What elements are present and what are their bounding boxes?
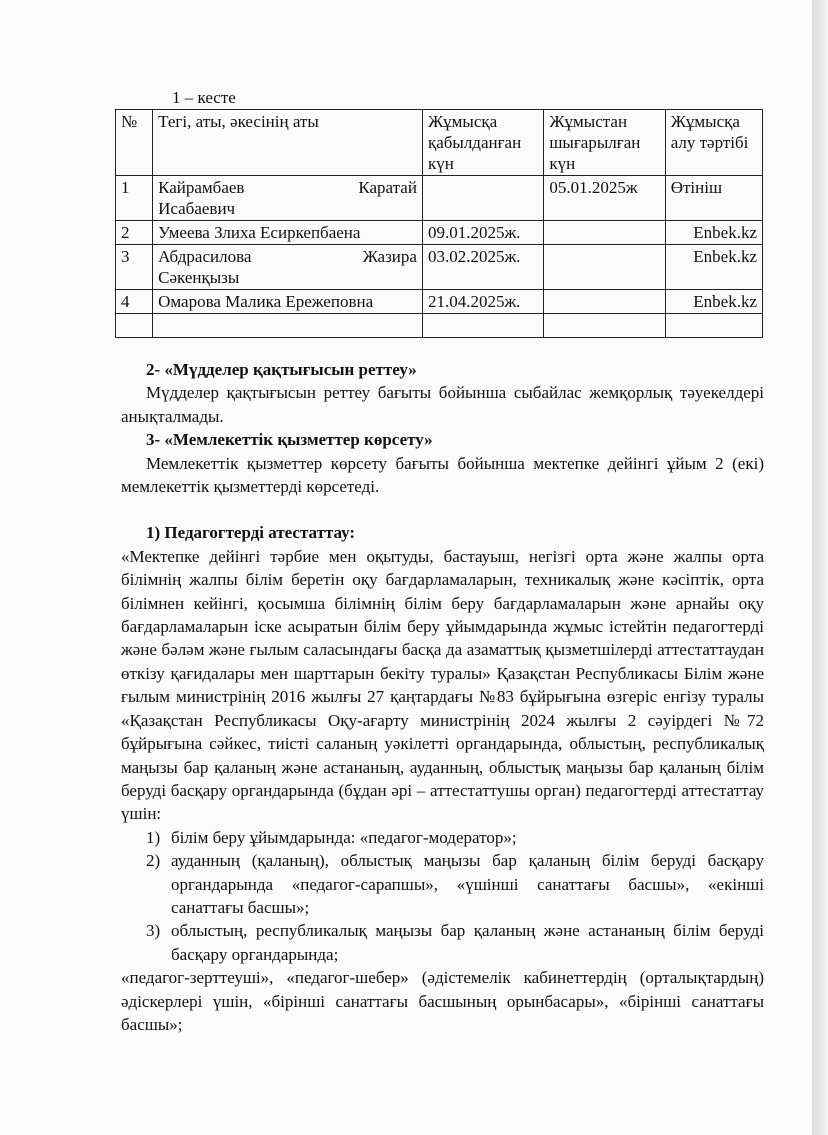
row-hiring-method: Enbek.kz — [665, 245, 762, 290]
empty-cell — [153, 314, 423, 338]
page-edge-shadow — [812, 0, 828, 1135]
row-full-name — [153, 245, 423, 290]
empty-cell — [544, 314, 665, 338]
row-hired-date — [422, 176, 543, 221]
header-hired-date: Жұмысқа қабылданған күн — [422, 110, 543, 176]
row-hiring-method: Өтініш — [665, 176, 762, 221]
row-fired-date — [544, 221, 665, 245]
list-item-subtext: «педагог-зерттеуші», «педагог-шебер» (әдістемелік кабинеттердің (орталықтардың) әдіскерлері үшін, «бірінші санаттағы басшының орынбасары», «бірінші санаттағы басшы»; — [121, 968, 764, 1034]
header-full-name: Тегі, аты, әкесінің аты — [153, 110, 423, 176]
empty-cell — [422, 314, 543, 338]
row-name-part: Сәкенқызы — [158, 268, 240, 287]
table-caption: 1 – кесте — [172, 88, 236, 107]
section-2-heading: 2- «Мүдделер қақтығысын реттеу» — [146, 360, 417, 379]
row-full-name: Умеева Злиха Есиркепбаена — [153, 221, 423, 245]
table-row — [116, 176, 763, 221]
list-item-text: ауданның (қаланың), облыстық маңызы бар қаланың білім беруді басқару органдарында «педагог-сарапшы», «үшінші санаттағы басшы», «екінші санаттағы басшы»; — [171, 851, 764, 917]
empty-cell — [665, 314, 762, 338]
table-row — [116, 290, 763, 314]
attestation-heading: 1) Педагогтерді атестаттау: — [146, 523, 356, 543]
table-row — [116, 221, 763, 245]
table-header-row — [116, 110, 763, 176]
header-hiring-method: Жұмысқа алу тәртібі — [665, 110, 762, 176]
list-item-text: облыстың, республикалық маңызы бар қаланың және астананың білім беруді басқару органдарында; — [171, 921, 764, 964]
row-fired-date — [544, 290, 665, 314]
row-number: 1 — [116, 176, 153, 221]
list-item — [121, 849, 764, 919]
header-number: № — [116, 110, 153, 176]
document-body — [121, 358, 764, 1036]
row-hired-date: 03.02.2025ж. — [422, 245, 543, 290]
list-item-number: 1) — [146, 827, 161, 847]
row-name-part: Кайрамбаев — [158, 178, 245, 197]
row-hiring-method: Enbek.kz — [665, 221, 762, 245]
row-fired-date: 05.01.2025ж — [544, 176, 665, 221]
row-name-part: Исабаевич — [158, 199, 236, 218]
table-row-empty — [116, 314, 763, 338]
row-fired-date — [544, 245, 665, 290]
attestation-body: «Мектепке дейінгі тәрбие мен оқытуды, бастауыш, негізгі орта және жалпы орта білімнің жалпы білім беретін оқу бағдарламаларын, техникалық және кәсіптік, орта білімнен кейінгі, қосымша білімнің білім беру бағдарламаларын және арнайы оқу бағдарламаларын іске асыратын білім беру ұйымдарында жұмыс істейтін педагогтерді және бәлəм және ғылым саласындағы басқа да азаматтық қызметшілерді аттестаттаудан өткізу қағидалары мен шарттарын бекіту туралы» Қазақстан Республикасы Білім және ғылым министрінің 2016 жылғы 27 қаңтардағы №83 бұйрығына өзгеріс енгізу туралы «Қазақстан Республикасы Оқу-ағарту министрінің 2024 жылғы 2 сәуірдегі №72 бұйрығына сәйкес, тиісті саланың уәкілетті органдарында, облыстың, республикалық маңызы бар қаланың және астананың, ауданның, облыстық маңызы бар қаланың білім беруді басқару органдарында (бұдан әрі – аттестаттушы орган) педагогтерді аттестаттау үшін: — [121, 546, 764, 824]
attestation-list — [121, 826, 764, 966]
row-name-part: Каратай — [358, 178, 417, 197]
row-hiring-method: Enbek.kz — [665, 290, 762, 314]
row-hired-date: 21.04.2025ж. — [422, 290, 543, 314]
row-full-name — [153, 176, 423, 221]
table-row — [116, 245, 763, 290]
row-full-name: Омарова Малика Ережеповна — [153, 290, 423, 314]
section-3-text: Мемлекеттік қызметтер көрсету бағыты бойынша мектепке дейінгі ұйым 2 (екі) мемлекеттік қызметтерді көрсетеді. — [121, 453, 764, 497]
row-number: 4 — [116, 290, 153, 314]
list-item — [121, 826, 764, 849]
row-name-part: Абдрасилова — [158, 247, 252, 266]
row-number: 3 — [116, 245, 153, 290]
section-2-text: Мүдделер қақтығысын реттеу бағыты бойынша сыбайлас жемқорлық тәуекелдері анықталмады. — [121, 383, 764, 426]
row-hired-date: 09.01.2025ж. — [422, 221, 543, 245]
header-fired-date: Жұмыстан шығарылған күн — [544, 110, 665, 176]
row-name-part: Жазира — [362, 247, 417, 266]
list-item-number: 3) — [146, 921, 161, 941]
list-item-text: білім беру ұйымдарында: «педагог-модератор»; — [171, 827, 517, 847]
row-number: 2 — [116, 221, 153, 245]
staff-table — [115, 109, 763, 338]
empty-cell — [116, 314, 153, 338]
list-item-number: 2) — [146, 851, 161, 871]
section-3-heading: 3- «Мемлекеттік қызметтер көрсету» — [146, 430, 433, 450]
list-item — [121, 919, 764, 966]
